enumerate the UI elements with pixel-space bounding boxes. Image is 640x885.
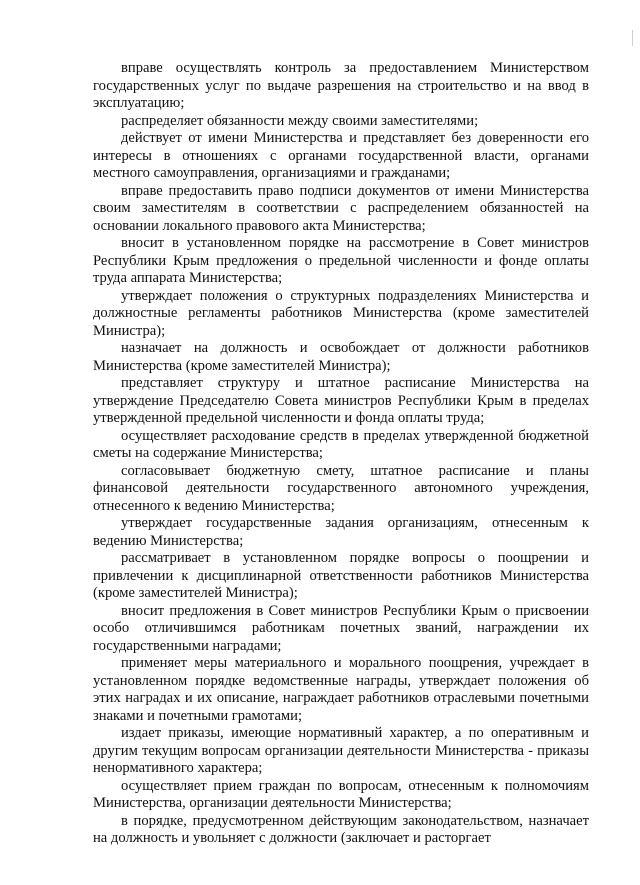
paragraph: действует от имени Министерства и представляет без доверенности его интересы в отношениях с органами государственной власти, органами местного самоуправления, организациями и гражданами; <box>93 130 589 181</box>
paragraph: рассматривает в установленном порядке вопросы о поощрении и привлечении к дисциплинарной ответственности работников Министерства (кроме заместителей Министра); <box>93 550 589 601</box>
paragraph: осуществляет прием граждан по вопросам, отнесенным к полномочиям Министерства, организации деятельности Министерства; <box>93 777 589 811</box>
scan-edge-mark <box>632 30 636 46</box>
paragraph: согласовывает бюджетную смету, штатное расписание и планы финансовой деятельности государственного автономного учреждения, отнесенного к ведению Министерства; <box>93 462 589 514</box>
paragraph: представляет структуру и штатное расписание Министерства на утверждение Председателю Совета министров Республики Крым в пределах утвержденной предельной численности и фонда оплаты труда; <box>93 375 589 426</box>
paragraph: в порядке, предусмотренном действующим законодательством, назначает на должность и увольняет с должности (заключает и расторгает <box>93 812 589 846</box>
paragraph: вносит в установленном порядке на рассмотрение в Совет министров Республики Крым предложения о предельной численности и фонде оплаты труда аппарата Министерства; <box>93 235 589 286</box>
paragraph: осуществляет расходование средств в пределах утвержденной бюджетной сметы на содержание Министерства; <box>93 427 589 461</box>
document-body <box>93 60 589 848</box>
paragraph: утверждает положения о структурных подразделениях Министерства и должностные регламенты работников Министерства (кроме заместителей Министра); <box>93 287 589 339</box>
paragraph: утверждает государственные задания организациям, отнесенным к ведению Министерства; <box>93 515 589 549</box>
paragraph: применяет меры материального и морального поощрения, учреждает в установленном порядке ведомственные награды, утверждает положения об этих наградах и их описание, награждает работников отраслевыми почетными знаками и почетными грамотами; <box>93 655 589 724</box>
paragraph: назначает на должность и освобождает от должности работников Министерства (кроме заместителей Министра); <box>93 340 589 374</box>
paragraph: вправе осуществлять контроль за предоставлением Министерством государственных услуг по выдаче разрешения на строительство и на ввод в эксплуатацию; <box>93 60 589 111</box>
paragraph: распределяет обязанности между своими заместителями; <box>121 112 479 129</box>
paragraph: издает приказы, имеющие нормативный характер, а по оперативным и другим текущим вопросам организации деятельности Министерства - приказы ненормативного характера; <box>93 725 589 776</box>
paragraph: вправе предоставить право подписи документов от имени Министерства своим заместителям в соответствии с распределением обязанностей на основании локального правового акта Министерства; <box>93 182 589 234</box>
paragraph: вносит предложения в Совет министров Республики Крым о присвоении особо отличившимся работникам почетных званий, награждении их государственными наградами; <box>93 602 589 654</box>
